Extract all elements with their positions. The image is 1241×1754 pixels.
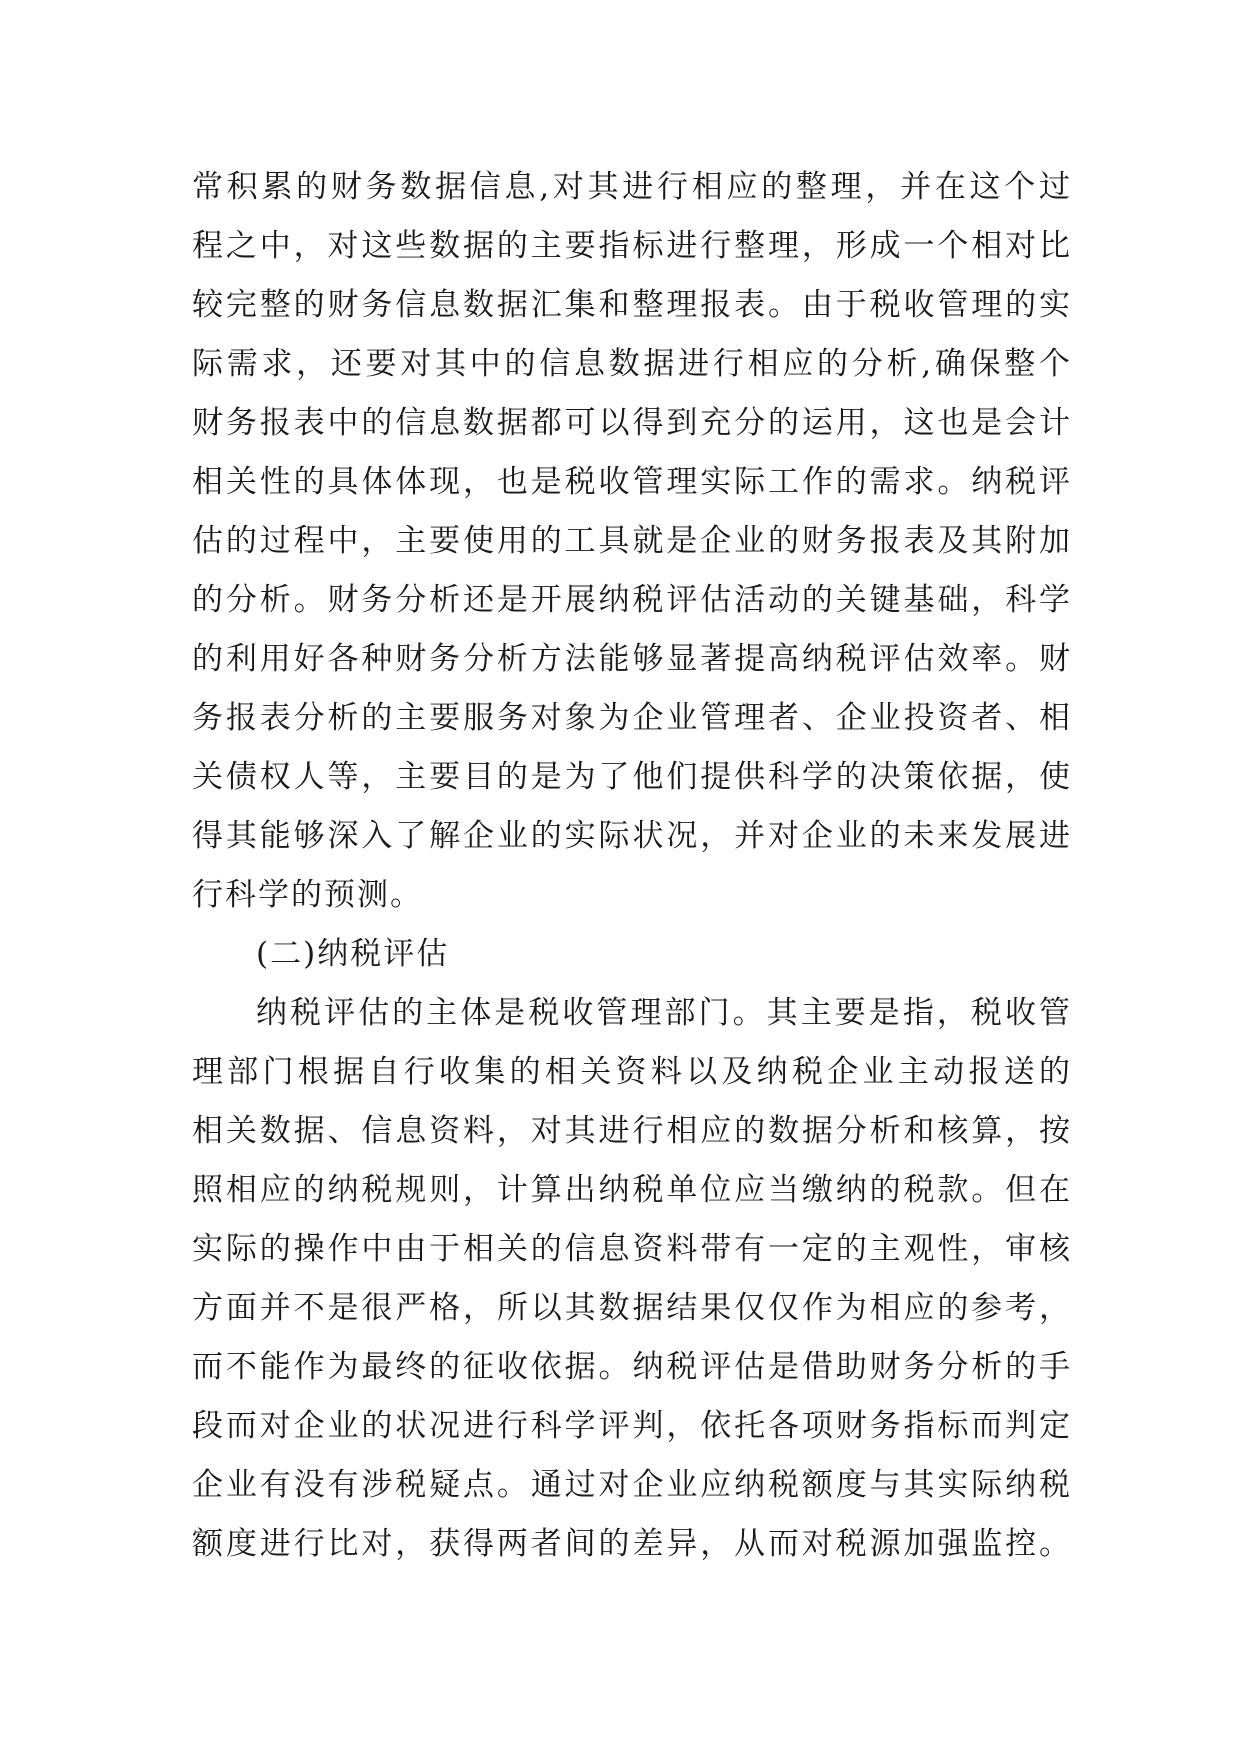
text-line: 相关性的具体体现，也是税收管理实际工作的需求。纳税评 [192, 464, 1072, 500]
text-line: 得其能够深入了解企业的实际状况，并对企业的未来发展进 [192, 818, 1072, 854]
text-line: 较完整的财务信息数据汇集和整理报表。由于税收管理的实 [192, 287, 1072, 323]
text-line: 际需求，还要对其中的信息数据进行相应的分析,确保整个 [192, 346, 1072, 382]
text-line: 实际的操作中由于相关的信息资料带有一定的主观性，审核 [192, 1231, 1072, 1267]
text-line: 财务报表中的信息数据都可以得到充分的运用，这也是会计 [192, 405, 1072, 441]
text-line: 的利用好各种财务分析方法能够显著提高纳税评估效率。财 [192, 641, 1072, 677]
text-line: 纳税评估的主体是税收管理部门。其主要是指，税收管 [256, 995, 1072, 1031]
text-line: 程之中，对这些数据的主要指标进行整理，形成一个相对比 [192, 228, 1072, 264]
text-line: 务报表分析的主要服务对象为企业管理者、企业投资者、相 [192, 700, 1072, 736]
text-line: 方面并不是很严格，所以其数据结果仅仅作为相应的参考， [192, 1290, 1072, 1326]
text-line: 理部门根据自行收集的相关资料以及纳税企业主动报送的 [192, 1054, 1072, 1090]
text-line: 估的过程中，主要使用的工具就是企业的财务报表及其附加 [192, 523, 1072, 559]
text-line: 而不能作为最终的征收依据。纳税评估是借助财务分析的手 [192, 1349, 1072, 1385]
text-line: 段而对企业的状况进行科学评判，依托各项财务指标而判定 [192, 1408, 1072, 1444]
body-text [192, 158, 1072, 1574]
text-line: 关债权人等，主要目的是为了他们提供科学的决策依据，使 [192, 759, 1072, 795]
text-line: 的分析。财务分析还是开展纳税评估活动的关键基础，科学 [192, 582, 1072, 618]
text-line: 相关数据、信息资料，对其进行相应的数据分析和核算，按 [192, 1113, 1072, 1149]
text-line: 行科学的预测。 [192, 877, 423, 913]
text-line: 额度进行比对，获得两者间的差异，从而对税源加强监控。 [192, 1526, 1072, 1562]
text-line: 照相应的纳税规则，计算出纳税单位应当缴纳的税款。但在 [192, 1172, 1072, 1208]
section-heading: (二)纳税评估 [256, 936, 450, 972]
text-line: 企业有没有涉税疑点。通过对企业应纳税额度与其实际纳税 [192, 1467, 1072, 1503]
text-line: 常积累的财务数据信息,对其进行相应的整理，并在这个过 [192, 169, 1072, 205]
